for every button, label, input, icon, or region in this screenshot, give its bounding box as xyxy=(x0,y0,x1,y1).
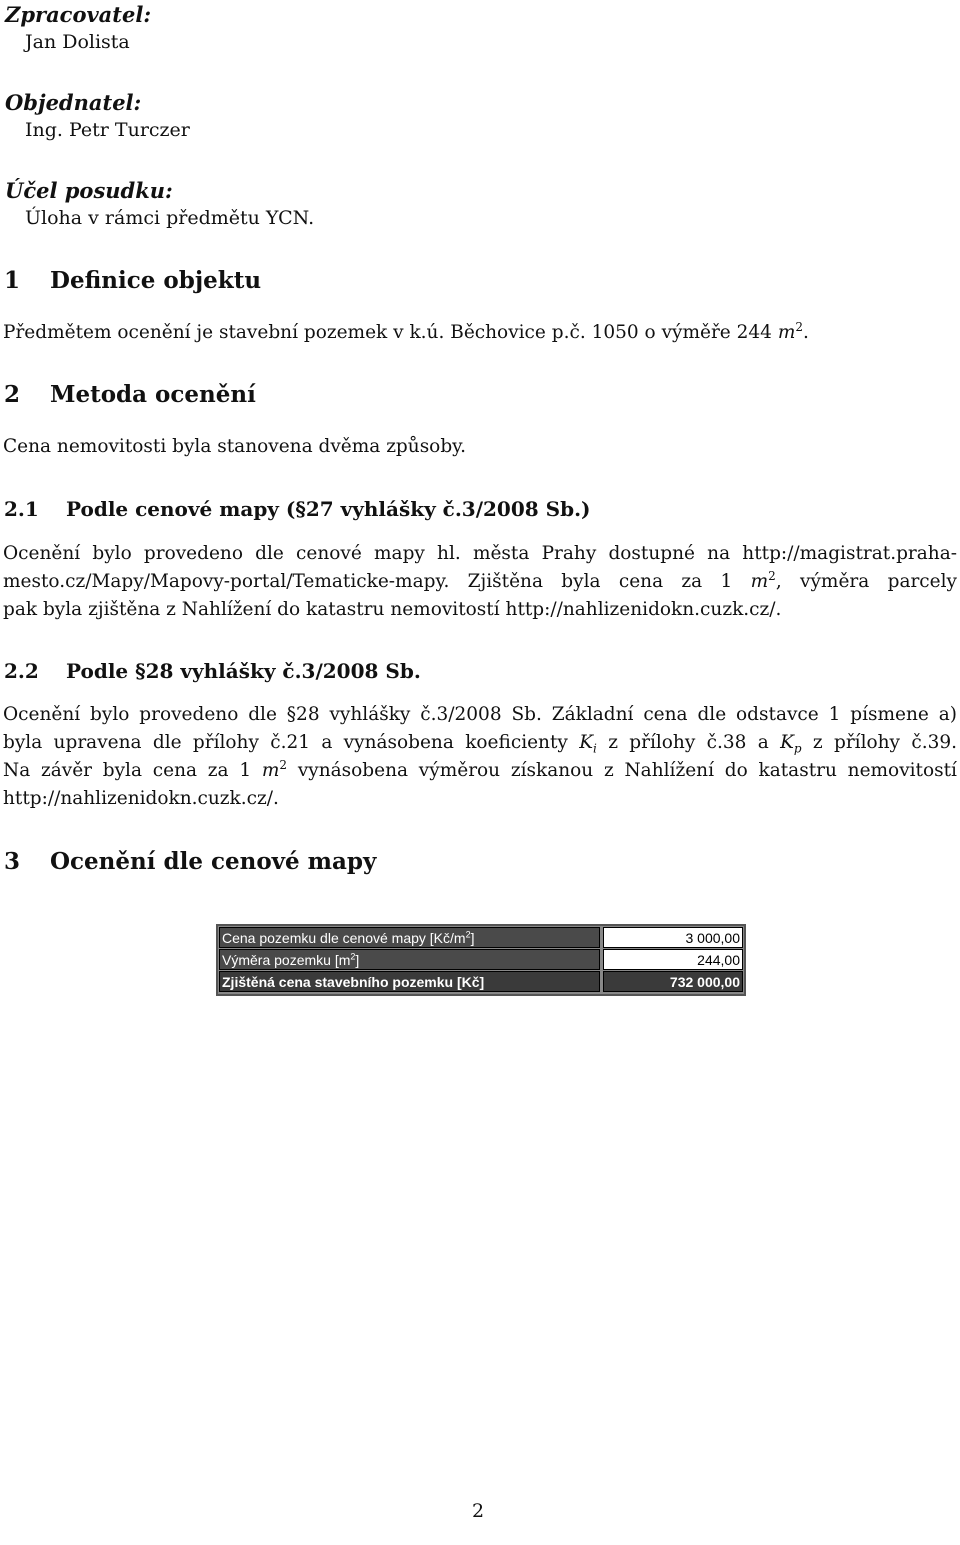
subsection-2-2-heading xyxy=(4,659,421,683)
section-1-title: Definice objektu xyxy=(50,267,262,294)
section-1-unit: m xyxy=(777,322,796,343)
subsection-2-2-line-1: Ocenění bylo provedeno dle §28 vyhlášky č.3/2008 Sb. Základní cena dle odstavce 1 písmene a) xyxy=(3,704,957,725)
purpose-text: Úloha v rámci předmětu YCN. xyxy=(25,207,315,229)
section-1-text-end: . xyxy=(803,322,809,343)
table-row xyxy=(219,927,743,948)
row-1-label: Cena pozemku dle cenové mapy [Kč/m xyxy=(222,930,466,946)
subsection-2-1-line-2-end: , výměra parcely xyxy=(775,571,957,592)
subsection-2-2-line-2-a: byla upravena dle přílohy č.21 a vynásobena koeficienty xyxy=(3,732,568,753)
coefficient-kp: K xyxy=(780,732,794,753)
section-1-number: 1 xyxy=(4,267,21,294)
subsection-2-2-line-4: http://nahlizenidokn.cuzk.cz/. xyxy=(3,788,279,809)
subsection-2-2-line-2-b: z přílohy č.38 a xyxy=(608,732,769,753)
row-1-label-exp: 2 xyxy=(465,929,471,940)
section-1-text-main: Předmětem ocenění je stavební pozemek v k.ú. Běchovice p.č. 1050 o výměře 244 xyxy=(3,322,772,343)
subsection-2-1-line-1: Ocenění bylo provedeno dle cenové mapy hl. města Prahy dostupné na http://magistrat.praha- xyxy=(3,543,957,564)
subsection-2-1-line-2-main: mesto.cz/Mapy/Mapovy-portal/Tematicke-mapy. Zjištěna byla cena za 1 xyxy=(3,571,733,592)
valuation-table xyxy=(216,924,746,996)
section-1-text xyxy=(3,319,809,343)
subsection-2-1-line-2-unit: m xyxy=(750,571,769,592)
subsection-2-2-line-2-c: z přílohy č.39. xyxy=(812,732,957,753)
row-2-label: Výměra pozemku [m xyxy=(222,952,351,968)
section-1-heading xyxy=(4,267,261,294)
table-label-cell: Zjištěná cena stavebního pozemku [Kč] xyxy=(219,971,600,992)
table-label-cell xyxy=(219,927,600,948)
client-label: Objednatel: xyxy=(5,90,142,115)
subsection-2-1-line-2-exp: 2 xyxy=(768,568,776,583)
subsection-2-1-line-2 xyxy=(3,568,957,592)
purpose-label: Účel posudku: xyxy=(5,178,173,203)
section-2-title: Metoda ocenění xyxy=(50,381,256,408)
subsection-2-2-line-3 xyxy=(3,757,957,781)
table-value-cell: 3 000,00 xyxy=(603,927,743,948)
subsection-2-1-number: 2.1 xyxy=(4,497,39,521)
section-2-heading xyxy=(4,381,256,408)
section-2-text: Cena nemovitosti byla stanovena dvěma způsoby. xyxy=(3,436,467,457)
row-2-label-exp: 2 xyxy=(350,951,356,962)
subsection-2-2-title: Podle §28 vyhlášky č.3/2008 Sb. xyxy=(66,659,421,683)
subsection-2-1-heading xyxy=(4,497,591,521)
subsection-2-2-line-3-unit: m xyxy=(261,760,280,781)
subsection-2-2-line-2 xyxy=(3,732,957,756)
section-2-number: 2 xyxy=(4,381,21,408)
subsection-2-2-line-3-exp: 2 xyxy=(279,757,288,772)
section-3-heading xyxy=(4,848,376,875)
table-value-cell: 732 000,00 xyxy=(603,971,743,992)
table-row xyxy=(219,971,743,992)
section-1-unit-exp: 2 xyxy=(795,319,804,334)
table-value-cell: 244,00 xyxy=(603,949,743,970)
section-3-title: Ocenění dle cenové mapy xyxy=(50,848,377,875)
section-3-number: 3 xyxy=(4,848,21,875)
client-name: Ing. Petr Turczer xyxy=(25,119,190,141)
page-number: 2 xyxy=(472,1500,485,1522)
subsection-2-2-line-3-b: vynásobena výměrou získanou z Nahlížení do katastru nemovitostí xyxy=(297,760,957,781)
coefficient-kp-sub: p xyxy=(793,741,802,756)
subsection-2-2-number: 2.2 xyxy=(4,659,39,683)
row-1-label-end: ] xyxy=(470,930,475,946)
row-2-label-end: ] xyxy=(355,952,360,968)
processor-label: Zpracovatel: xyxy=(5,2,152,27)
coefficient-ki: K xyxy=(579,732,594,753)
table-row xyxy=(219,949,743,970)
subsection-2-1-title: Podle cenové mapy (§27 vyhlášky č.3/2008 Sb.) xyxy=(66,497,591,521)
table-label-cell xyxy=(219,949,600,970)
processor-name: Jan Dolista xyxy=(25,31,130,53)
subsection-2-2-line-3-a: Na závěr byla cena za 1 xyxy=(3,760,252,781)
subsection-2-1-line-3: pak byla zjištěna z Nahlížení do katastru nemovitostí http://nahlizenidokn.cuzk.cz/. xyxy=(3,599,782,620)
coefficient-ki-sub: i xyxy=(593,741,597,756)
